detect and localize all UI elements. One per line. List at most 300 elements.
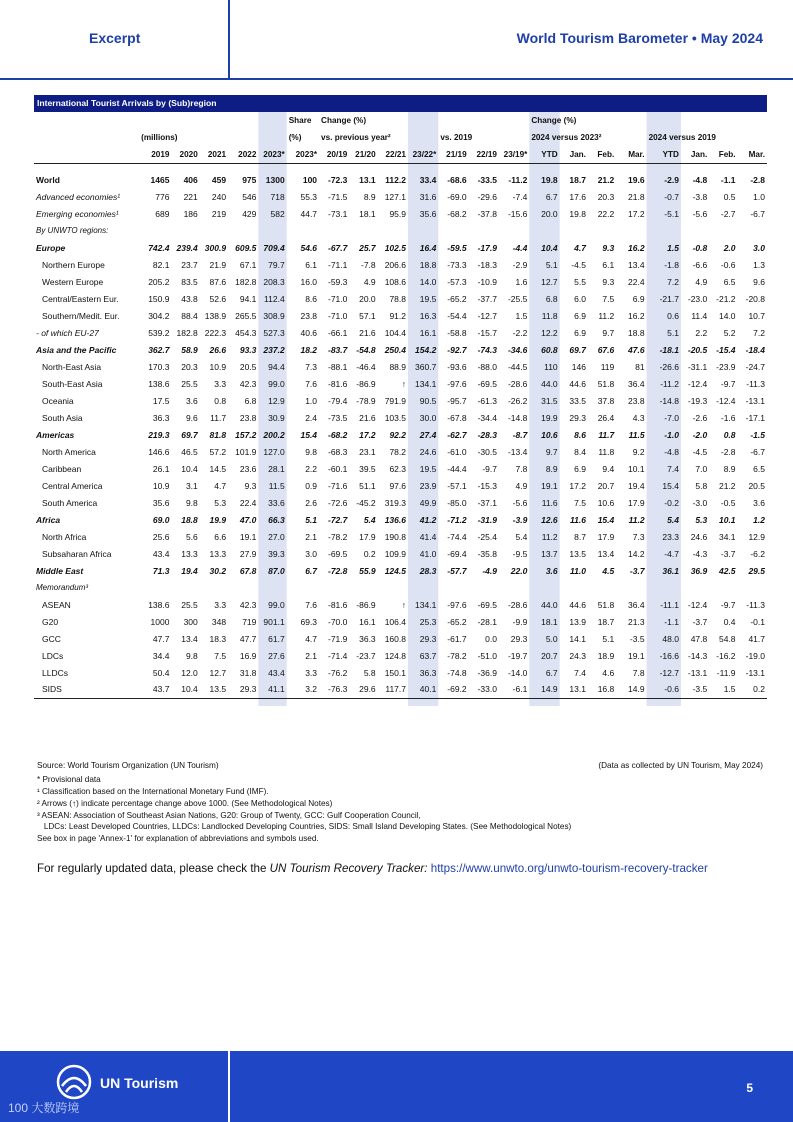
cell-value: 24.3	[569, 650, 586, 661]
cell-value: 3.0	[753, 242, 765, 253]
cell-value: -2.6	[692, 412, 708, 423]
cell-value: 4.5	[602, 565, 615, 576]
cell-value: 34.1	[718, 531, 736, 542]
cell-value: -13.4	[507, 446, 528, 457]
cell-value: 106.4	[384, 616, 406, 627]
cell-value: 54.8	[718, 633, 736, 644]
cell-value: 9.8	[305, 446, 318, 457]
cell-value: -6.7	[750, 208, 765, 219]
cell-value: -13.1	[745, 395, 765, 406]
cell-value: 13.5	[209, 684, 227, 695]
cell-value: 6.5	[723, 276, 736, 287]
cell-value: 18.1	[359, 208, 376, 219]
cell-value: -65.2	[447, 616, 467, 627]
cell-value: -81.6	[327, 599, 348, 610]
cell-value: 157.2	[235, 429, 257, 440]
cell-value: 239.4	[176, 242, 198, 253]
cell-value: 190.8	[384, 531, 406, 542]
cell-value: -24.7	[745, 361, 765, 372]
cell-value: 0.2	[363, 548, 376, 559]
cell-value: 6.7	[305, 565, 318, 576]
cell-value: 11.0	[570, 565, 586, 576]
cell-value: 43.4	[152, 548, 170, 559]
column-header: 21/20	[349, 146, 377, 163]
cell-value: 19.8	[541, 174, 558, 185]
cell-value: -21.2	[716, 293, 736, 304]
cell-value: 47.6	[628, 344, 645, 355]
cell-value: -3.7	[692, 616, 708, 627]
cell-value: 362.7	[148, 344, 170, 355]
cell-value: 19.6	[628, 174, 645, 185]
footnote-groupings: ³ ASEAN: Association of Southeast Asian Nations, G20: Group of Twenty, GCC: Gulf Cooperation Council,	[37, 811, 421, 820]
cell-value: 23.7	[181, 259, 198, 270]
cell-value: 300	[183, 616, 198, 627]
cell-value: 19.1	[239, 531, 257, 542]
cell-value: 9.8	[185, 497, 198, 508]
cell-value: 19.1	[541, 480, 558, 491]
cell-value: 9.7	[602, 327, 615, 338]
cell-value: 21.9	[209, 259, 227, 270]
cell-value: -30.5	[477, 446, 497, 457]
cell-value: 6.0	[574, 293, 586, 304]
cell-value: -6.7	[750, 446, 765, 457]
table-row	[34, 256, 767, 273]
cell-value: 9.3	[602, 242, 615, 253]
cell-value: 13.4	[628, 259, 645, 270]
table-row	[34, 409, 767, 426]
cell-value: 79.7	[268, 259, 285, 270]
cell-value: 12.9	[748, 531, 765, 542]
row-label: Northern Europe	[42, 259, 105, 270]
cell-value: 15.4	[662, 480, 679, 491]
cell-value: 36.4	[628, 378, 645, 389]
cell-value: 33.4	[419, 174, 437, 185]
cell-value: 67.1	[239, 259, 257, 270]
table-row	[34, 307, 767, 324]
header-rule	[0, 78, 793, 80]
cell-value: 61.7	[268, 633, 285, 644]
cell-value: -1.6	[720, 412, 736, 423]
cell-value: -44.4	[447, 463, 467, 474]
cell-value: 21.2	[718, 480, 736, 491]
cell-value: -78.2	[327, 531, 348, 542]
cell-value: 36.3	[359, 633, 376, 644]
cell-value: 14.0	[718, 310, 736, 321]
cell-value: 2.4	[305, 412, 318, 423]
cell-value: 20.0	[541, 208, 558, 219]
cell-value: 94.1	[239, 293, 257, 304]
cell-value: 360.7	[415, 361, 437, 372]
cell-value: -72.3	[327, 174, 348, 185]
cell-value: 6.6	[214, 531, 227, 542]
cell-value: 1.0	[305, 395, 318, 406]
page-number: 5	[746, 1081, 753, 1095]
watermark: 100 大数跨境	[8, 1101, 80, 1115]
cell-value: -4.8	[664, 446, 679, 457]
cell-value: 103.5	[384, 412, 406, 423]
cell-value: -86.9	[356, 378, 376, 389]
cell-value: 16.4	[419, 242, 437, 253]
cell-value: 146	[571, 361, 586, 372]
cell-value: 1.6	[515, 276, 528, 287]
cell-value: 5.1	[305, 514, 318, 525]
cell-value: 95.9	[389, 208, 406, 219]
cell-value: 9.6	[753, 276, 765, 287]
cell-value: 8.9	[545, 463, 558, 474]
cell-value: 21.6	[359, 412, 376, 423]
cell-value: -45.2	[356, 497, 376, 508]
cell-value: 160.8	[384, 633, 406, 644]
cell-value: -9.9	[512, 616, 528, 627]
cell-value: 15.4	[300, 429, 318, 440]
row-label: Caribbean	[42, 463, 82, 474]
cell-value: 16.3	[419, 310, 437, 321]
cell-value: 0.4	[723, 616, 736, 627]
cell-value: 17.5	[152, 395, 170, 406]
cell-value: 69.3	[300, 616, 318, 627]
cell-value: 776	[155, 191, 170, 202]
cell-value: 11.8	[541, 310, 558, 321]
cell-value: -19.3	[687, 395, 708, 406]
cell-value: 36.9	[690, 565, 708, 576]
cell-value: -59.3	[327, 276, 348, 287]
cell-value: 5.6	[185, 531, 198, 542]
column-header: 23/19*	[499, 146, 529, 163]
cell-value: -9.7	[720, 378, 736, 389]
cell-value: -4.7	[664, 548, 679, 559]
cell-value: 23.1	[359, 446, 376, 457]
cell-value: 67.6	[597, 344, 615, 355]
column-header	[34, 146, 139, 163]
cell-value: ↑	[401, 378, 406, 389]
cell-value: 719	[242, 616, 257, 627]
cell-value: -66.1	[327, 327, 348, 338]
column-header: (%)	[288, 133, 302, 142]
cell-value: 48.0	[662, 633, 679, 644]
cell-value: 42.5	[718, 565, 736, 576]
cell-value: 27.4	[419, 429, 437, 440]
cell-value: -62.7	[447, 429, 467, 440]
cell-value: -18.3	[477, 259, 497, 270]
cell-value: -31.1	[687, 361, 708, 372]
cell-value: 1.5	[723, 684, 736, 695]
cell-value: -9.7	[482, 463, 497, 474]
cell-value: -9.7	[720, 599, 736, 610]
cell-value: 4.9	[695, 276, 708, 287]
cell-value: 10.7	[748, 310, 765, 321]
cell-value: 22.4	[628, 276, 645, 287]
cell-value: 100	[302, 174, 318, 185]
table-row	[34, 681, 767, 698]
cell-value: -0.7	[664, 191, 679, 202]
cell-value: 10.6	[541, 429, 558, 440]
cell-value: -54.4	[447, 310, 467, 321]
cell-value: -29.6	[477, 191, 497, 202]
cell-value: 18.8	[181, 514, 198, 525]
cell-value: 0.8	[723, 429, 736, 440]
cell-value: 42.3	[239, 599, 257, 610]
cell-value: -15.7	[477, 327, 497, 338]
cell-value: 19.9	[209, 514, 227, 525]
table-row	[34, 188, 767, 205]
header-row	[34, 146, 767, 163]
cell-value: -72.7	[327, 514, 348, 525]
cell-value: -61.3	[477, 395, 497, 406]
cell-value: 6.9	[574, 463, 586, 474]
footnote-groupings-cont: LDCs: Least Developed Countries, LLDCs: Landlocked Developing Countries, SIDS: Small Island Developing States. (See Methodological Notes)	[37, 822, 572, 831]
cell-value: 36.3	[419, 667, 437, 678]
column-header: 22/19	[469, 146, 499, 163]
cell-value: 52.6	[209, 293, 227, 304]
cell-value: 13.4	[181, 633, 198, 644]
cell-value: -3.0	[692, 497, 708, 508]
cell-value: 14.0	[419, 276, 437, 287]
table-row	[34, 613, 767, 630]
cell-value: 237.2	[263, 344, 285, 355]
cell-value: 5.8	[363, 667, 376, 678]
cell-value: 12.6	[541, 514, 558, 525]
cell-value: -68.2	[447, 208, 467, 219]
cell-value: 11.7	[598, 429, 615, 440]
cell-value: 791.9	[384, 395, 406, 406]
table-row	[34, 358, 767, 375]
cell-value: -12.4	[687, 378, 708, 389]
cell-value: 1.0	[753, 191, 765, 202]
cell-value: 44.0	[541, 378, 558, 389]
cell-value: -37.1	[477, 497, 497, 508]
cell-value: 29.3	[419, 633, 437, 644]
cell-value: -7.0	[664, 412, 679, 423]
cell-value: -16.2	[716, 650, 736, 661]
cell-value: 11.2	[541, 531, 558, 542]
table-row	[34, 630, 767, 647]
cell-value: 14.9	[628, 684, 645, 695]
cell-value: -17.1	[745, 412, 765, 423]
cell-value: 3.3	[214, 599, 227, 610]
column-header: 2023*	[287, 146, 319, 163]
row-label: LLDCs	[42, 667, 68, 678]
cell-value: 20.3	[181, 361, 198, 372]
tracker-name: UN Tourism Recovery Tracker:	[269, 862, 428, 875]
cell-value: 5.3	[214, 497, 227, 508]
column-header: Mar.	[738, 146, 767, 163]
cell-value: -69.4	[447, 548, 467, 559]
cell-value: 3.1	[185, 480, 198, 491]
cell-value: 69.7	[569, 344, 586, 355]
cell-value: 20.7	[597, 480, 615, 491]
cell-value: -0.1	[750, 616, 765, 627]
cell-value: 5.4	[515, 531, 528, 542]
cell-value: 9.3	[244, 480, 257, 491]
cell-value: -11.9	[716, 667, 736, 678]
cell-value: -0.6	[664, 684, 679, 695]
cell-value: 30.9	[268, 412, 285, 423]
cell-value: 1.3	[753, 259, 765, 270]
cell-value: 17.6	[569, 191, 586, 202]
cell-value: 0.0	[485, 633, 497, 644]
column-header	[171, 112, 199, 129]
cell-value: -4.5	[571, 259, 586, 270]
cell-value: -0.6	[720, 259, 736, 270]
cell-value: 39.3	[268, 548, 285, 559]
cell-value: 18.7	[569, 174, 586, 185]
cell-value: 4.9	[515, 480, 528, 491]
cell-value: 13.1	[569, 684, 586, 695]
cell-value: -1.8	[664, 259, 679, 270]
cell-value: 3.6	[753, 497, 765, 508]
cell-value: 7.6	[305, 599, 318, 610]
source-note: Source: World Tourism Organization (UN Tourism)	[37, 761, 219, 770]
row-label: South America	[42, 497, 98, 508]
cell-value: 6.9	[632, 293, 645, 304]
un-tourism-logo-icon	[56, 1064, 92, 1100]
cell-value: 119	[600, 361, 615, 372]
cell-value: 93.3	[239, 344, 257, 355]
cell-value: -6.6	[692, 259, 708, 270]
table-row	[34, 528, 767, 545]
cell-value: 4.6	[602, 667, 615, 678]
cell-value: 170.3	[148, 361, 170, 372]
cell-value: -11.1	[660, 599, 679, 610]
cell-value: 454.3	[235, 327, 257, 338]
column-header: 2020	[171, 146, 199, 163]
cell-value: 16.2	[628, 310, 645, 321]
cell-value: 11.5	[268, 480, 285, 491]
column-header: Jan.	[560, 146, 588, 163]
cell-value: -61.7	[447, 633, 467, 644]
cell-value: -71.4	[327, 650, 348, 661]
cell-value: 16.9	[239, 650, 257, 661]
cell-value: -83.7	[327, 344, 348, 355]
cell-value: 300.9	[204, 242, 227, 253]
cell-value: 14.5	[209, 463, 227, 474]
row-label: Americas	[36, 429, 75, 440]
cell-value: -5.1	[664, 208, 679, 219]
cell-value: 44.0	[541, 599, 558, 610]
cell-value: 6.8	[545, 293, 558, 304]
cell-value: 21.2	[597, 174, 615, 185]
cell-value: 539.2	[148, 327, 170, 338]
cell-value: 27.9	[239, 548, 257, 559]
cell-value: 6.9	[574, 310, 586, 321]
cell-value: 82.1	[152, 259, 170, 270]
cell-value: -68.6	[447, 174, 467, 185]
cell-value: -60.1	[327, 463, 348, 474]
cell-value: 200.2	[263, 429, 285, 440]
column-header: (millions)	[141, 133, 178, 142]
cell-value: 138.6	[148, 378, 170, 389]
column-header: 2019	[139, 146, 171, 163]
cell-value: -1.1	[720, 174, 736, 185]
cell-value: -2.9	[512, 259, 528, 270]
cell-value: 60.8	[541, 344, 558, 355]
cell-value: 23.8	[239, 412, 257, 423]
tracker-prefix: For regularly updated data, please check the	[37, 862, 270, 875]
cell-value: 10.6	[597, 497, 615, 508]
column-header	[258, 112, 286, 129]
cell-value: 17.9	[597, 531, 615, 542]
cell-value: 40.6	[300, 327, 318, 338]
cell-value: 81.8	[209, 429, 227, 440]
cell-value: 87.0	[268, 565, 285, 576]
cell-value: 609.5	[235, 242, 257, 253]
footer-divider	[228, 1051, 230, 1122]
cell-value: 36.3	[152, 412, 170, 423]
cell-value: -1.1	[664, 616, 679, 627]
cell-value: -28.3	[477, 429, 497, 440]
cell-value: -37.8	[477, 208, 497, 219]
cell-value: -12.7	[477, 310, 497, 321]
cell-value: 10.9	[152, 480, 170, 491]
table-row	[34, 171, 767, 188]
cell-value: 2.2	[305, 463, 318, 474]
cell-value: 9.8	[185, 650, 198, 661]
cell-value: -23.9	[716, 361, 736, 372]
cell-value: 138.9	[204, 310, 227, 321]
cell-value: 20.3	[597, 191, 615, 202]
cell-value: -73.1	[327, 208, 348, 219]
tracker-link[interactable]: https://www.unwto.org/unwto-tourism-recovery-tracker	[430, 862, 708, 875]
cell-value: 67.8	[239, 565, 257, 576]
cell-value: 22.0	[510, 565, 528, 576]
cell-value: 206.6	[384, 259, 406, 270]
page-header	[0, 0, 793, 80]
row-label: Advanced economies¹	[36, 191, 121, 202]
cell-value: 16.0	[300, 276, 318, 287]
cell-value: 11.8	[598, 446, 615, 457]
cell-value: 99.0	[268, 378, 285, 389]
cell-value: -12.4	[716, 395, 736, 406]
cell-value: -71.0	[327, 293, 348, 304]
cell-value: -11.2	[660, 378, 679, 389]
row-label: Asia and the Pacific	[36, 344, 117, 355]
cell-value: -73.3	[447, 259, 467, 270]
cell-value: -97.6	[447, 378, 467, 389]
cell-value: -7.4	[512, 191, 528, 202]
cell-value: 3.6	[185, 395, 198, 406]
column-header: Feb.	[588, 146, 616, 163]
cell-value: 134.1	[415, 378, 437, 389]
cell-value: 8.9	[363, 191, 376, 202]
cell-value: 26.6	[209, 344, 227, 355]
cell-value: 17.9	[359, 531, 376, 542]
header-divider	[228, 0, 230, 80]
cell-value: 12.0	[181, 667, 198, 678]
cell-value: 27.0	[268, 531, 285, 542]
cell-value: 7.0	[695, 463, 708, 474]
table-row	[34, 375, 767, 392]
cell-value: 39.5	[359, 463, 376, 474]
table-row	[34, 477, 767, 494]
cell-value: -18.1	[659, 344, 679, 355]
column-header: 22/21	[378, 146, 408, 163]
cell-value: -67.8	[447, 412, 467, 423]
column-header: Share	[288, 116, 312, 125]
cell-value: 308.9	[263, 310, 285, 321]
table-row	[34, 324, 767, 341]
cell-value: -14.3	[687, 650, 708, 661]
cell-value: -3.7	[629, 565, 645, 576]
cell-value: 8.4	[574, 446, 586, 457]
column-header: 23/22*	[408, 146, 438, 163]
cell-value: 24.6	[419, 446, 437, 457]
excerpt-label: Excerpt	[89, 30, 141, 46]
cell-value: 742.4	[148, 242, 170, 253]
cell-value: 11.6	[570, 514, 586, 525]
cell-value: -76.2	[327, 667, 348, 678]
cell-value: -69.5	[477, 378, 497, 389]
cell-value: -28.6	[507, 599, 528, 610]
